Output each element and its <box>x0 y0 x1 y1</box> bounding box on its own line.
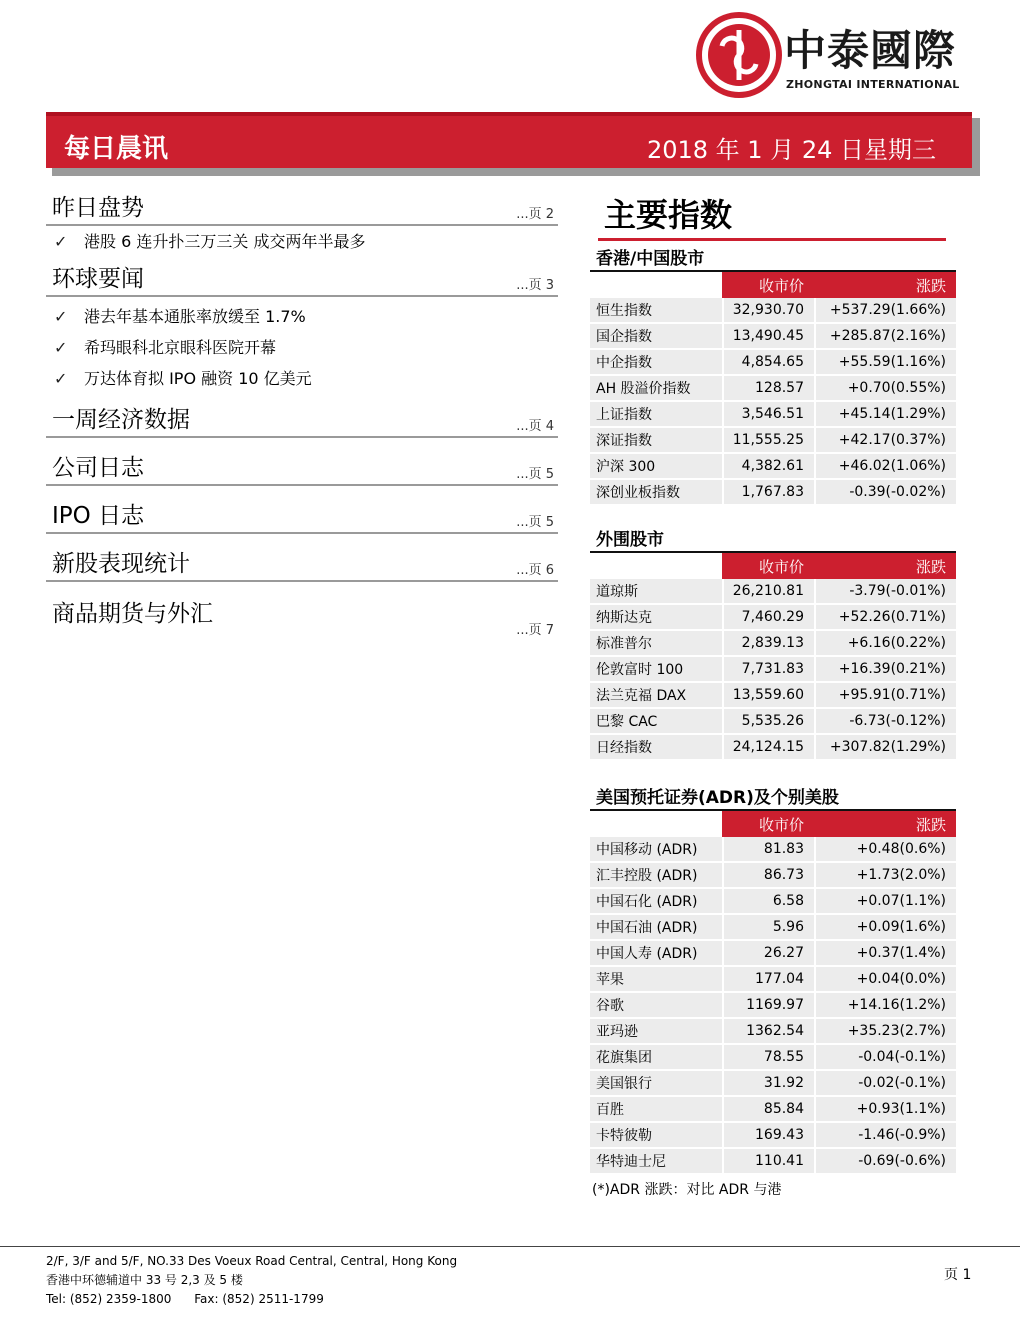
change-value-cell: +6.16(0.22%) <box>814 631 956 657</box>
close-value-cell: 128.57 <box>722 376 814 402</box>
table-header-row <box>590 811 956 837</box>
toc-heading-title: 昨日盘势 <box>52 195 144 221</box>
table-row <box>590 889 956 915</box>
change-value-cell: -0.02(-0.1%) <box>814 1071 956 1097</box>
table-body <box>590 298 956 506</box>
toc-section <box>46 186 558 257</box>
close-value-cell: 4,854.65 <box>722 350 814 376</box>
change-value-cell: +307.82(1.29%) <box>814 735 956 761</box>
logo-name-cn: 中泰國際 <box>784 26 957 75</box>
header-close: 收市价 <box>722 811 814 837</box>
report-banner <box>46 112 972 168</box>
change-value-cell: +0.37(1.4%) <box>814 941 956 967</box>
change-value-cell: -0.39(-0.02%) <box>814 480 956 506</box>
toc-bullet <box>46 332 558 363</box>
table-row <box>590 941 956 967</box>
change-value-cell: +52.26(0.71%) <box>814 605 956 631</box>
change-value-cell: +1.73(2.0%) <box>814 863 956 889</box>
toc-bullet <box>46 301 558 332</box>
close-value-cell: 26,210.81 <box>722 579 814 605</box>
report-date: 2018 年 1 月 24 日星期三 <box>646 136 936 164</box>
close-value-cell: 13,490.45 <box>722 324 814 350</box>
table-title: 香港/中国股市 <box>590 248 956 272</box>
table-row <box>590 915 956 941</box>
logo-mark-icon <box>696 12 782 98</box>
index-name-cell: 美国银行 <box>590 1071 722 1097</box>
toc-section <box>46 257 558 394</box>
toc-heading-title: IPO 日志 <box>52 503 145 529</box>
change-value-cell: +14.16(1.2%) <box>814 993 956 1019</box>
table-row <box>590 454 956 480</box>
index-name-cell: 道琼斯 <box>590 579 722 605</box>
table-row <box>590 324 956 350</box>
header-name <box>590 553 722 579</box>
indices-title-rule <box>598 238 946 241</box>
header-close: 收市价 <box>722 553 814 579</box>
toc-bullet-text: 希玛眼科北京眼科医院开幕 <box>84 338 277 357</box>
change-value-cell: -3.79(-0.01%) <box>814 579 956 605</box>
close-value-cell: 32,930.70 <box>722 298 814 324</box>
header-change: 涨跌 <box>814 553 956 579</box>
index-name-cell: 中国石油 (ADR) <box>590 915 722 941</box>
index-name-cell: 中国石化 (ADR) <box>590 889 722 915</box>
table-row <box>590 350 956 376</box>
change-value-cell: +16.39(0.21%) <box>814 657 956 683</box>
index-name-cell: 卡特彼勒 <box>590 1123 722 1149</box>
index-name-cell: 伦敦富时 100 <box>590 657 722 683</box>
index-name-cell: 上证指数 <box>590 402 722 428</box>
toc-page-ref: ...页 5 <box>516 515 554 530</box>
change-value-cell: +0.04(0.0%) <box>814 967 956 993</box>
toc-page-ref: ...页 2 <box>516 207 554 222</box>
index-name-cell: 沪深 300 <box>590 454 722 480</box>
change-value-cell: +35.23(2.7%) <box>814 1019 956 1045</box>
toc-heading[interactable] <box>46 446 558 486</box>
close-value-cell: 5.96 <box>722 915 814 941</box>
index-name-cell: 标准普尔 <box>590 631 722 657</box>
table-header-row <box>590 553 956 579</box>
footer-address-en: 2/F, 3/F and 5/F, NO.33 Des Voeux Road Central, Central, Hong Kong <box>46 1254 458 1268</box>
close-value-cell: 177.04 <box>722 967 814 993</box>
close-value-cell: 26.27 <box>722 941 814 967</box>
index-table <box>590 553 956 761</box>
toc-heading-title: 环球要闻 <box>52 266 144 292</box>
close-value-cell: 1169.97 <box>722 993 814 1019</box>
table-row <box>590 428 956 454</box>
table-row <box>590 967 956 993</box>
close-value-cell: 1362.54 <box>722 1019 814 1045</box>
table-row <box>590 298 956 324</box>
change-value-cell: +0.48(0.6%) <box>814 837 956 863</box>
check-icon: ✓ <box>54 232 68 251</box>
change-value-cell: +45.14(1.29%) <box>814 402 956 428</box>
table-row <box>590 657 956 683</box>
index-name-cell: 中国移动 (ADR) <box>590 837 722 863</box>
table-of-contents <box>46 186 558 638</box>
check-icon: ✓ <box>54 307 68 326</box>
index-name-cell: 华特迪士尼 <box>590 1149 722 1175</box>
close-value-cell: 7,460.29 <box>722 605 814 631</box>
check-icon: ✓ <box>54 338 68 357</box>
close-value-cell: 86.73 <box>722 863 814 889</box>
index-name-cell: AH 股溢价指数 <box>590 376 722 402</box>
hk-china-market-table <box>590 248 956 506</box>
adr-note: (*)ADR 涨跌：对比 ADR 与港 <box>592 1182 782 1198</box>
toc-heading[interactable] <box>46 494 558 534</box>
close-value-cell: 2,839.13 <box>722 631 814 657</box>
change-value-cell: -0.69(-0.6%) <box>814 1149 956 1175</box>
overseas-market-table <box>590 529 956 761</box>
table-title: 外围股市 <box>590 529 956 553</box>
close-value-cell: 1,767.83 <box>722 480 814 506</box>
toc-bullet <box>46 226 558 257</box>
footer-address <box>46 1252 457 1309</box>
table-row <box>590 683 956 709</box>
toc-bullet-text: 港股 6 连升扑三万三关 成交两年半最多 <box>84 232 366 251</box>
close-value-cell: 5,535.26 <box>722 709 814 735</box>
table-row <box>590 376 956 402</box>
close-value-cell: 4,382.61 <box>722 454 814 480</box>
toc-heading[interactable] <box>46 590 558 638</box>
change-value-cell: +285.87(2.16%) <box>814 324 956 350</box>
change-value-cell: +46.02(1.06%) <box>814 454 956 480</box>
table-row <box>590 1149 956 1175</box>
index-name-cell: 中国人寿 (ADR) <box>590 941 722 967</box>
table-row <box>590 1123 956 1149</box>
table-row <box>590 631 956 657</box>
close-value-cell: 110.41 <box>722 1149 814 1175</box>
table-row <box>590 863 956 889</box>
index-name-cell: 花旗集团 <box>590 1045 722 1071</box>
toc-page-ref: ...页 5 <box>516 467 554 482</box>
table-row <box>590 1097 956 1123</box>
index-name-cell: 法兰克福 DAX <box>590 683 722 709</box>
close-value-cell: 11,555.25 <box>722 428 814 454</box>
toc-page-ref: ...页 3 <box>516 278 554 293</box>
header-change: 涨跌 <box>814 272 956 298</box>
toc-bullet-text: 港去年基本通胀率放缓至 1.7% <box>84 307 306 326</box>
indices-title: 主要指数 <box>604 196 733 234</box>
change-value-cell: +95.91(0.71%) <box>814 683 956 709</box>
change-value-cell: -0.04(-0.1%) <box>814 1045 956 1071</box>
table-header-row <box>590 272 956 298</box>
close-value-cell: 31.92 <box>722 1071 814 1097</box>
close-value-cell: 85.84 <box>722 1097 814 1123</box>
table-row <box>590 605 956 631</box>
table-row <box>590 1045 956 1071</box>
toc-page-ref: ...页 4 <box>516 419 554 434</box>
header-close: 收市价 <box>722 272 814 298</box>
change-value-cell: +537.29(1.66%) <box>814 298 956 324</box>
close-value-cell: 7,731.83 <box>722 657 814 683</box>
change-value-cell: -6.73(-0.12%) <box>814 709 956 735</box>
index-table <box>590 811 956 1175</box>
index-name-cell: 恒生指数 <box>590 298 722 324</box>
header-name <box>590 811 722 837</box>
toc-bullet-text: 万达体育拟 IPO 融资 10 亿美元 <box>84 369 312 388</box>
toc-heading[interactable] <box>46 257 558 297</box>
toc-heading[interactable] <box>46 542 558 582</box>
footer-address-cn: 香港中环德辅道中 33 号 2,3 及 5 楼 <box>46 1273 243 1287</box>
check-icon: ✓ <box>54 369 68 388</box>
index-table <box>590 272 956 506</box>
toc-page-ref: ...页 7 <box>516 623 554 638</box>
table-row <box>590 1071 956 1097</box>
index-name-cell: 汇丰控股 (ADR) <box>590 863 722 889</box>
index-name-cell: 中企指数 <box>590 350 722 376</box>
close-value-cell: 81.83 <box>722 837 814 863</box>
index-name-cell: 谷歌 <box>590 993 722 1019</box>
change-value-cell: +0.93(1.1%) <box>814 1097 956 1123</box>
close-value-cell: 24,124.15 <box>722 735 814 761</box>
toc-heading-title: 一周经济数据 <box>52 407 190 433</box>
table-body <box>590 579 956 761</box>
close-value-cell: 78.55 <box>722 1045 814 1071</box>
page-number: 页 1 <box>944 1267 972 1283</box>
change-value-cell: +0.09(1.6%) <box>814 915 956 941</box>
header-name <box>590 272 722 298</box>
table-row <box>590 709 956 735</box>
table-body <box>590 837 956 1175</box>
header-change: 涨跌 <box>814 811 956 837</box>
table-row <box>590 837 956 863</box>
table-row <box>590 735 956 761</box>
toc-heading[interactable] <box>46 398 558 438</box>
table-row <box>590 579 956 605</box>
table-row <box>590 402 956 428</box>
change-value-cell: +55.59(1.16%) <box>814 350 956 376</box>
index-name-cell: 亚玛逊 <box>590 1019 722 1045</box>
adr-us-stocks-table <box>590 787 956 1199</box>
table-row <box>590 480 956 506</box>
index-name-cell: 深创业板指数 <box>590 480 722 506</box>
report-title: 每日晨讯 <box>64 134 169 164</box>
logo-name-en: ZHONGTAI INTERNATIONAL <box>786 78 960 91</box>
toc-heading-title: 新股表现统计 <box>52 551 190 577</box>
toc-page-ref: ...页 6 <box>516 563 554 578</box>
change-value-cell: -1.46(-0.9%) <box>814 1123 956 1149</box>
table-row <box>590 993 956 1019</box>
table-title: 美国预托证券(ADR)及个别美股 <box>590 787 956 811</box>
index-name-cell: 纳斯达克 <box>590 605 722 631</box>
close-value-cell: 169.43 <box>722 1123 814 1149</box>
company-logo <box>696 12 958 104</box>
index-name-cell: 深证指数 <box>590 428 722 454</box>
change-value-cell: +0.07(1.1%) <box>814 889 956 915</box>
index-name-cell: 苹果 <box>590 967 722 993</box>
index-name-cell: 巴黎 CAC <box>590 709 722 735</box>
change-value-cell: +42.17(0.37%) <box>814 428 956 454</box>
close-value-cell: 3,546.51 <box>722 402 814 428</box>
footer-rule <box>0 1246 1020 1247</box>
index-name-cell: 日经指数 <box>590 735 722 761</box>
table-row <box>590 1019 956 1045</box>
index-name-cell: 百胜 <box>590 1097 722 1123</box>
change-value-cell: +0.70(0.55%) <box>814 376 956 402</box>
toc-heading-title: 公司日志 <box>52 455 144 481</box>
toc-bullet <box>46 363 558 394</box>
close-value-cell: 6.58 <box>722 889 814 915</box>
toc-heading[interactable] <box>46 186 558 226</box>
footer-contact: Tel: (852) 2359-1800 Fax: (852) 2511-1799 <box>46 1292 324 1306</box>
close-value-cell: 13,559.60 <box>722 683 814 709</box>
index-name-cell: 国企指数 <box>590 324 722 350</box>
toc-heading-title: 商品期货与外汇 <box>52 601 213 627</box>
